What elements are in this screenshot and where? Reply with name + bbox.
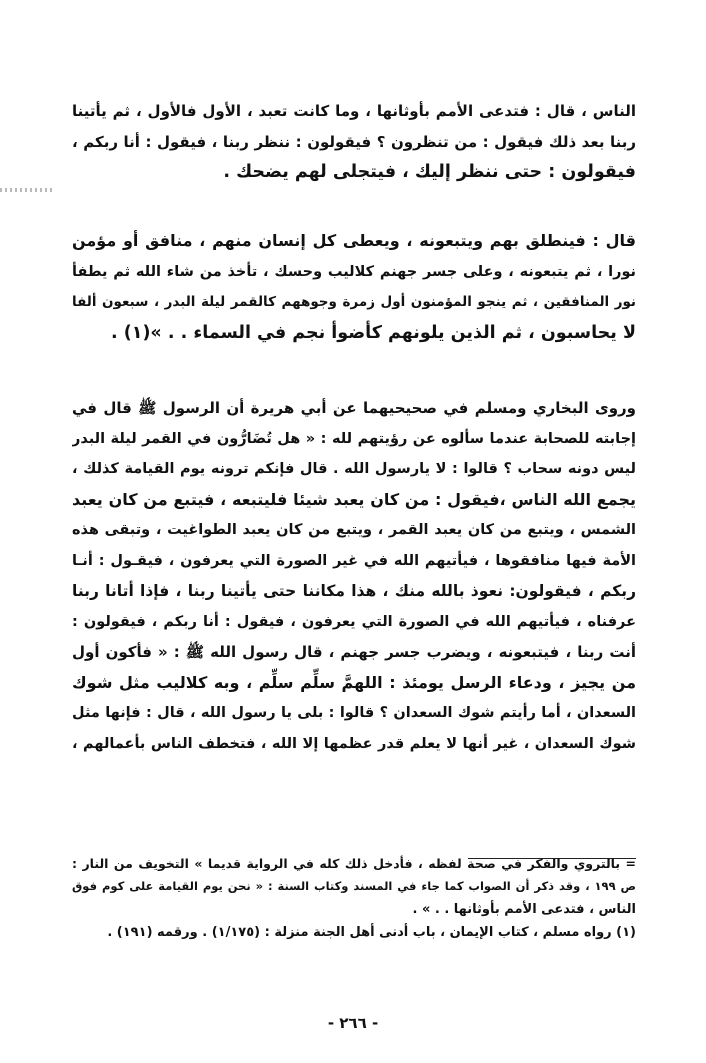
text-line: وروى البخاري ومسلم في صحيحيهما عن أبي هريرة أن الرسول ﷺ قال في	[72, 399, 636, 417]
footnote-line: (١) رواه مسلم ، كتاب الإيمان ، باب أدنى أهل الجنة منزلة : (١/١٧٥) . ورقمه (١٩١) .	[107, 925, 636, 940]
footnote-line: = بالتروي والفكر في صحة لفظه ، فأدخل ذلك كله في الرواية قديما » التخويف من النار :	[72, 856, 636, 871]
text-line: لا يحاسبون ، ثم الذين يلونهم كأضوأ نجم في السماء . . »(١) .	[111, 322, 636, 343]
paragraph-1	[72, 96, 636, 188]
text-line: ربكم ، فيقولون: نعوذ بالله منك ، هذا مكاننا حتى يأتينا ربنا ، فإذا أتانا ربنا	[72, 582, 636, 600]
text-line: أنت ربنا ، فيتبعونه ، ويضرب جسر جهنم ، قال رسول الله ﷺ : « فأكون أول	[72, 643, 636, 661]
text-line: من يجيز ، ودعاء الرسل يومئذ : اللهمَّ سلِّم سلِّم ، وبه كلاليب مثل شوك	[72, 672, 636, 692]
footnote-line: ص ١٩٩ ، وقد ذكر أن الصواب كما جاء في المسند وكتاب السنة : « نحن يوم القيامة على كوم فوق	[72, 879, 636, 893]
text-line: شوك السعدان ، غير أنها لا يعلم قدر عظمها إلا الله ، فتخطف الناس بأعمالهم ،	[72, 735, 636, 752]
paragraph-2	[72, 226, 636, 348]
paragraph-3	[72, 393, 636, 759]
text-line: عرفناه ، فيأتيهم الله في الصورة التي يعرفون ، فيقول : أنا ربكم ، فيقولون :	[72, 613, 636, 630]
page-number: - ٢٦٦ -	[327, 1014, 379, 1032]
text-line: قال : فينطلق بهم ويتبعونه ، ويعطى كل إنسان منهم ، منافق أو مؤمن	[72, 231, 636, 250]
text-line: السعدان ، أما رأيتم شوك السعدان ؟ قالوا : بلى يا رسول الله ، قال : فإنها مثل	[72, 705, 636, 721]
text-line: الأمة فيها منافقوها ، فيأتيهم الله في غير الصورة التي يعرفون ، فيقـول : أنـا	[72, 552, 636, 569]
scan-artifact	[0, 188, 52, 192]
text-line: ربنا بعد ذلك فيقول : من تنظرون ؟ فيقولون : ننظر ربنا ، فيقول : أنا ربكم ،	[72, 132, 636, 151]
text-line: نور المنافقين ، ثم ينجو المؤمنون أول زمرة وجوههم كالقمر ليلة البدر ، سبعون ألفا	[72, 294, 636, 310]
text-line: يجمع الله الناس ،فيقول : من كان يعبد شيئا فليتبعه ، فيتبع من كان يعبد	[72, 489, 636, 509]
footnote-line: الناس ، فتدعى الأمم بأوثانها . . » .	[412, 902, 636, 917]
text-line: الناس ، قال : فتدعى الأمم بأوثانها ، وما كانت تعبد ، الأول فالأول ، ثم يأتينا	[72, 102, 636, 120]
text-line: فيقولون : حتى ننظر إليك ، فيتجلى لهم يضحك .	[223, 162, 636, 182]
footnotes	[72, 852, 636, 944]
text-line: نورا ، ثم يتبعونه ، وعلى جسر جهنم كلاليب وحسك ، تأخذ من شاء الله ثم يطفأ	[72, 263, 636, 280]
text-line: الشمس ، ويتبع من كان يعبد القمر ، ويتبع من كان يعبد الطواغيت ، وتبقى هذه	[72, 522, 636, 538]
text-line: إجابته للصحابة عندما سألوه عن رؤيتهم لله : « هل تُضَارُّون في القمر ليلة البدر	[72, 430, 636, 447]
text-line: ليس دونه سحاب ؟ قالوا : لا يارسول الله . قال فإنكم ترونه يوم القيامة كذلك ،	[72, 461, 636, 477]
